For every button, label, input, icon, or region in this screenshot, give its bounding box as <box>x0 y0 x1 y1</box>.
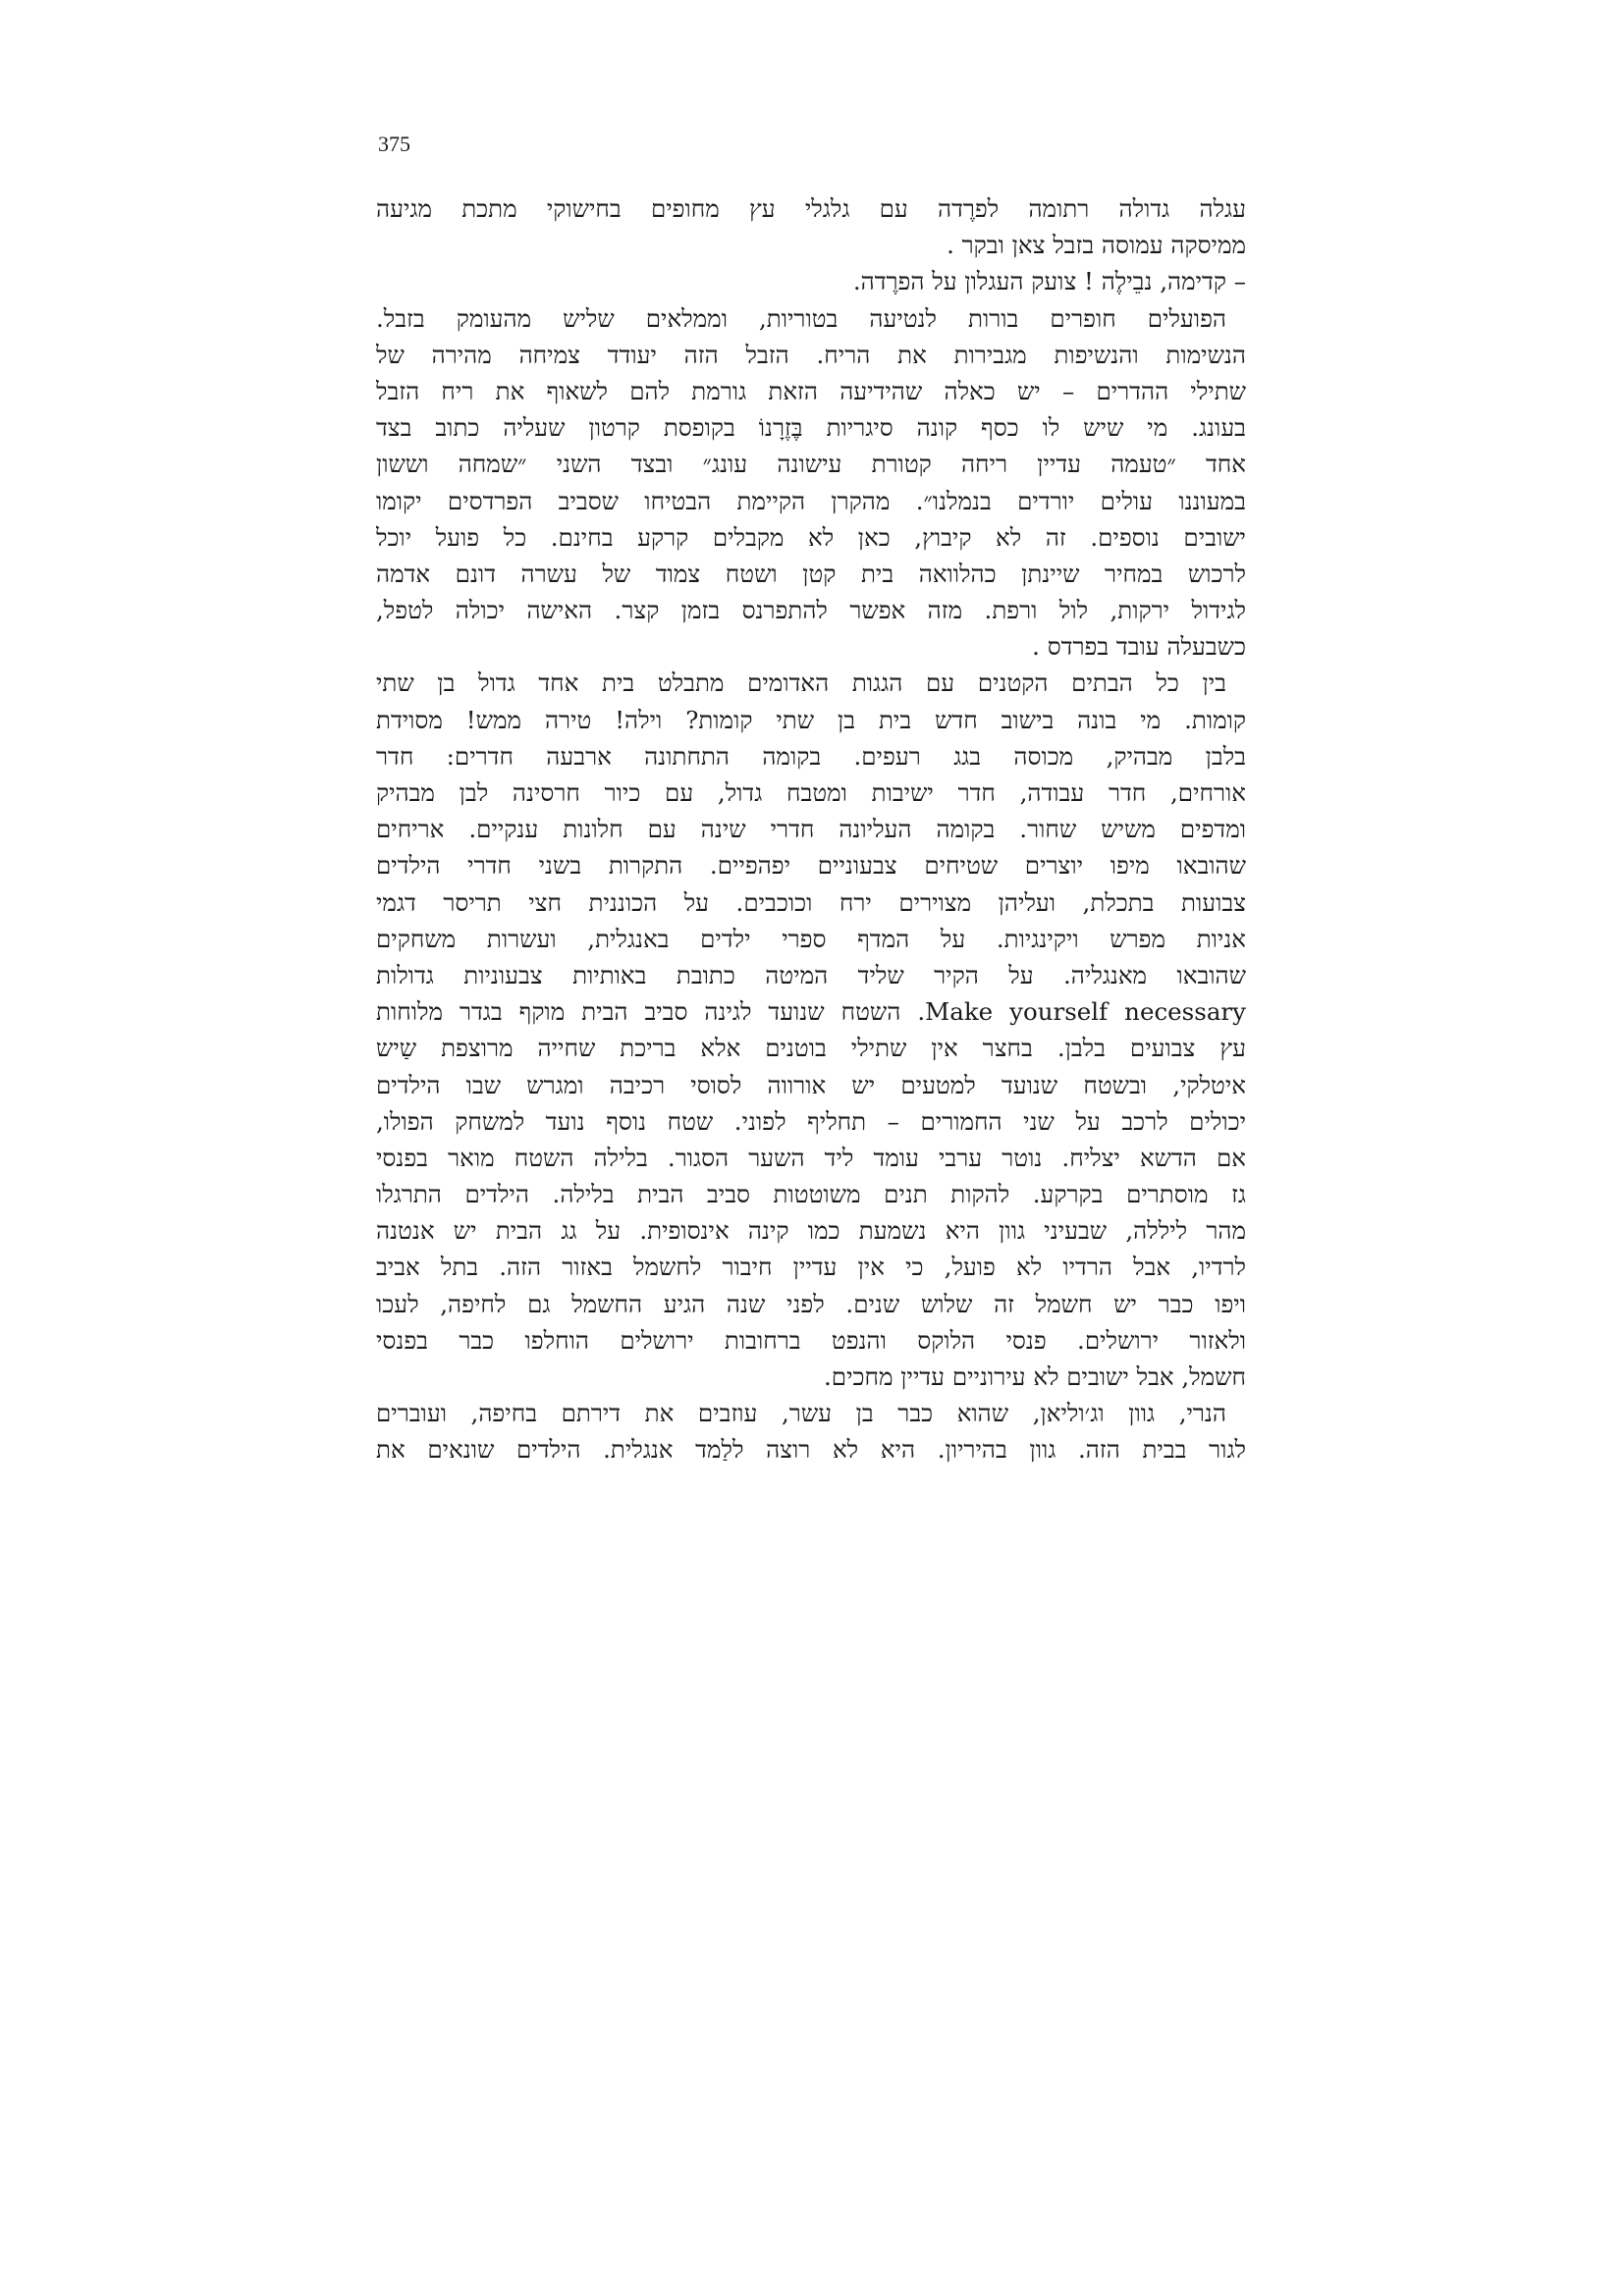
paragraph <box>376 263 1246 299</box>
text-line: לרכוש במחיר שיינתן כהלוואה בית קטן ושטח צמוד של עשרה דונם אדמה <box>376 559 1246 588</box>
text-line: גז מוסתרים בקרקע. להקות תנים משוטטות סביב הבית בלילה. הילדים התרגלו <box>376 1180 1246 1209</box>
text-line: ומדפים משיש שחור. בקומה העליונה חדרי שינה עם חלונות ענקיים. אריחים <box>376 815 1246 844</box>
text-line: ולאזור ירושלים. פנסי הלוקס והנפט ברחובות ירושלים הוחלפו כבר בפנסי <box>376 1325 1246 1355</box>
text-line: יכולים לרכב על שני החמורים – תחליף לפוני. שטח נוסף נועד למשחק הפולו, <box>376 1106 1246 1136</box>
text-line: בלבן מבהיק, מכוסה בגג רעפים. בקומה התחתונה ארבעה חדרים: חדר <box>376 741 1246 771</box>
text-line: שהובאו מיפו יוצרים שטיחים צבעוניים יפהפיים. התקרות בשני חדרי הילדים <box>376 851 1246 881</box>
text-line: עגלה גדולה רתומה לפרֶדה עם גלגלי עץ מחופים בחישוקי מתכת מגיעה <box>376 194 1246 223</box>
text-line: שהובאו מאנגליה. על הקיר שליד המיטה כתובת באותיות צבעוניות גדולות <box>376 960 1246 989</box>
paragraph <box>376 300 1246 666</box>
text-line: הנשימות והנשיפות מגבירות את הריח. הזבל הזה יעודד צמיחה מהירה של <box>376 340 1246 369</box>
text-line: ישובים נוספים. זה לא קיבוץ, כאן לא מקבלים קרקע בחינם. כל פועל יוכל <box>376 522 1246 552</box>
page-number: 375 <box>378 132 410 156</box>
text-line: – קדימה, נבֵילֶה ! צועק העגלון על הפרֶדה. <box>852 267 1246 296</box>
paragraph <box>376 665 1246 1395</box>
text-line: בעונג. מי שיש לו כסף קונה סיגריות בֶּזֶרָנוֹ בקופסת קרטון שעליה כתוב בצד <box>376 413 1246 443</box>
text-line: לגור בבית הזה. גוון בהיריון. היא לא רוצה ללַמד אנגלית. הילדים שונאים את <box>376 1435 1246 1465</box>
text-line: אניות מפרש ויקינגיות. על המדף ספרי ילדים באנגלית, ועשרות משחקים <box>376 924 1246 953</box>
text-line: אחד ״טעמה עדיין ריחה קטורת עישונה עונג״ ובצד השני ״שמחה וששון <box>376 450 1246 479</box>
text-line: ממיסקה עמוסה בזבל צאן ובקר . <box>947 231 1246 260</box>
text-line: עץ צבועים בלבן. בחצר אין שתילי בוטנים אלא בריכת שחייה מרוצפת שַיש <box>376 1034 1246 1063</box>
body-text <box>376 190 1246 1468</box>
paragraph <box>376 190 1246 263</box>
text-line: לרדיו, אבל הרדיו לא פועל, כי אין עדיין חיבור לחשמל באזור הזה. בתל אביב <box>376 1253 1246 1282</box>
text-line: ויפו כבר יש חשמל זה שלוש שנים. לפני שנה הגיע החשמל גם לחיפה, לעכו <box>376 1289 1246 1318</box>
text-line: Make yourself necessary. השטח שנועד לגינה סביב הבית מוקף בגדר מלוחות <box>376 997 1246 1027</box>
text-line: בין כל הבתים הקטנים עם הגגות האדומים מתבלט בית אחד גדול בן שתי <box>376 668 1226 698</box>
text-line: איטלקי, ובשטח שנועד למטעים יש אורווה לסוסי רכיבה ומגרש שבו הילדים <box>376 1070 1246 1099</box>
text-line: מהר ליללה, שבעיני גוון היא נשמעת כמו קינה אינסופית. על גג הבית יש אנטנה <box>376 1216 1246 1246</box>
text-line: חשמל, אבל ישובים לא עירוניים עדיין מחכים. <box>824 1362 1246 1391</box>
text-line: הפועלים חופרים בורות לנטיעה בטוריות, וממלאים שליש מהעומק בזבל. <box>376 303 1226 333</box>
text-line: קומות. מי בונה בישוב חדש בית בן שתי קומות? וילה! טירה ממש! מסוידת <box>376 705 1246 734</box>
text-line: כשבעלה עובד בפרדס . <box>1032 632 1246 662</box>
text-line: לגידול ירקות, לול ורפת. מזה אפשר להתפרנס בזמן קצר. האישה יכולה לטפל, <box>376 596 1246 625</box>
text-line: אם הדשא יצליח. נוטר ערבי עומד ליד השער הסגור. בלילה השטח מואר בפנסי <box>376 1143 1246 1172</box>
text-line: צבועות בתכלת, ועליהן מצוירים ירח וכוכבים. על הכוננית חצי תריסר דגמי <box>376 887 1246 917</box>
text-line: הנרי, גוון וג׳וליאן, שהוא כבר בן עשר, עוזבים את דירתם בחיפה, ועוברים <box>376 1399 1226 1428</box>
text-line: אורחים, חדר עבודה, חדר ישיבות ומטבח גדול, עם כיור חרסינה לבן מבהיק <box>376 778 1246 807</box>
text-line: שתילי ההדרים – יש כאלה שהידיעה הזאת גורמת להם לשאוף את ריח הזבל <box>376 376 1246 405</box>
text-line: במעוננו עולים יורדים בנמלנו״. מהקרן הקיימת הבטיחו שסביב הפרדסים יקומו <box>376 486 1246 515</box>
paragraph <box>376 1395 1246 1468</box>
